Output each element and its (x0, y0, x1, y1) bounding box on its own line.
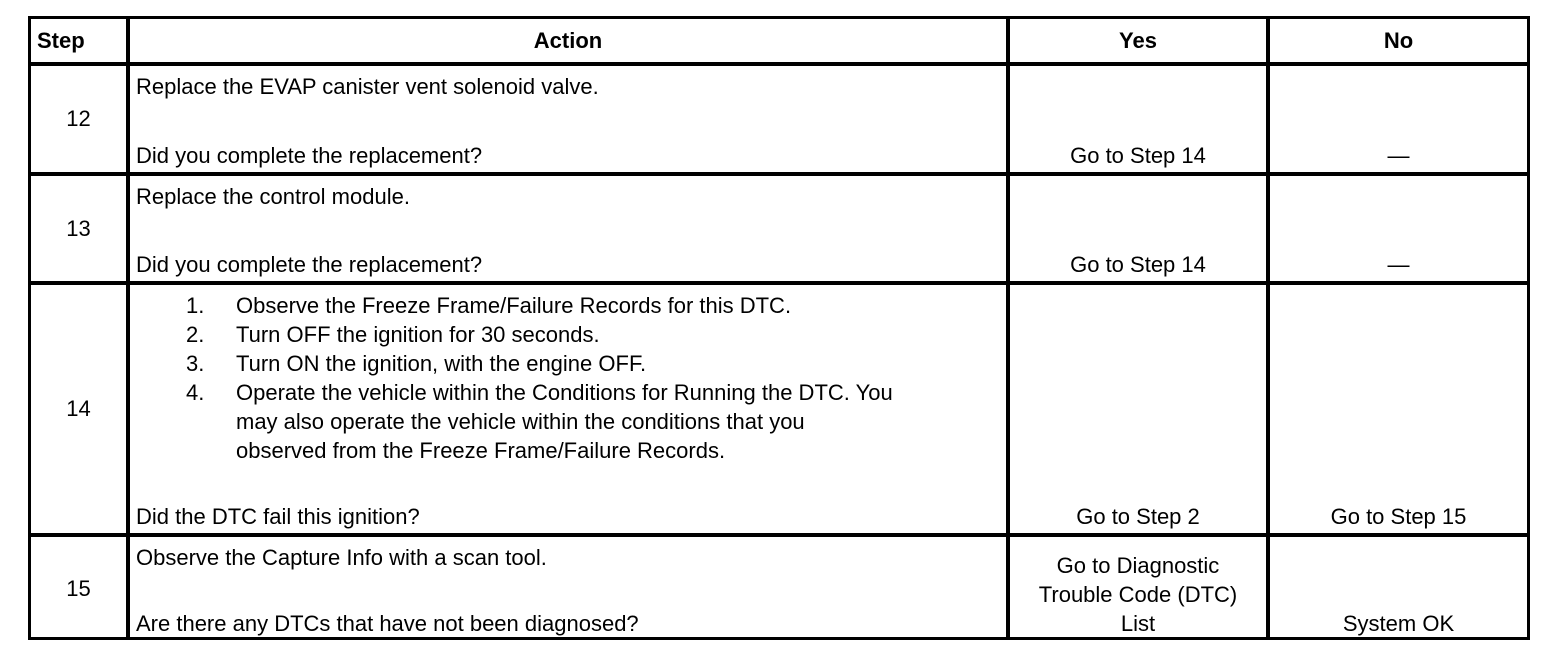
table-row-step-13 (31, 172, 1527, 281)
procedure-item (130, 320, 896, 349)
yes-result-line: Go to Diagnostic (1056, 553, 1220, 578)
procedure-item (130, 349, 896, 378)
action-question: Did the DTC fail this ignition? (136, 504, 420, 529)
no-cell (1270, 285, 1527, 533)
action-question: Did you complete the replacement? (136, 143, 483, 168)
procedure-item-text: Observe the Freeze Frame/Failure Records for this DTC. (236, 293, 792, 318)
step-number: 12 (66, 106, 91, 131)
step-cell (31, 176, 130, 281)
procedure-item-number: 1. (186, 293, 205, 318)
yes-result (1010, 551, 1266, 638)
yes-cell (1010, 537, 1270, 640)
yes-cell (1010, 285, 1270, 533)
procedure-item-text: Operate the vehicle within the Conditions for Running the DTC. You may also operate the vehicle within the conditions that you observed from the Freeze Frame/Failure Records. (236, 380, 893, 463)
yes-result-line: Trouble Code (DTC) (1038, 582, 1238, 607)
header-yes: Yes (1010, 19, 1270, 62)
diagnostic-table (28, 16, 1530, 640)
no-cell (1270, 66, 1527, 172)
action-text: Observe the Capture Info with a scan tool. (136, 545, 547, 570)
step-cell (31, 537, 130, 640)
no-result: System OK (1342, 611, 1455, 636)
procedure-item-number: 4. (186, 380, 205, 405)
action-cell (130, 537, 1010, 640)
yes-result: Go to Step 14 (1070, 143, 1206, 168)
yes-result: Go to Step 14 (1070, 252, 1206, 277)
procedure-item (130, 378, 896, 465)
action-cell (130, 285, 1010, 533)
step-number: 13 (66, 215, 91, 241)
action-cell (130, 66, 1010, 172)
no-result: Go to Step 15 (1330, 504, 1467, 529)
yes-result: Go to Step 2 (1076, 504, 1200, 529)
header-step: Step (31, 19, 130, 62)
step-number: 15 (66, 575, 91, 601)
header-no: No (1383, 28, 1414, 53)
procedure-list (130, 291, 896, 465)
yes-cell (1010, 66, 1270, 172)
procedure-item-number: 3. (186, 351, 205, 376)
yes-cell (1010, 176, 1270, 281)
action-question: Did you complete the replacement? (136, 252, 483, 277)
table-row-step-14 (31, 281, 1527, 533)
header-action: Action (130, 19, 1010, 62)
table-row-step-15 (31, 533, 1527, 640)
table-header-row (31, 19, 1527, 62)
action-cell (130, 176, 1010, 281)
step-cell (31, 285, 130, 533)
procedure-item-text: Turn ON the ignition, with the engine OFF. (236, 351, 647, 376)
no-cell (1270, 176, 1527, 281)
action-text: Replace the control module. (136, 184, 410, 209)
action-text: Replace the EVAP canister vent solenoid valve. (136, 74, 599, 99)
procedure-item-text: Turn OFF the ignition for 30 seconds. (236, 322, 600, 347)
no-result: — (1387, 252, 1410, 277)
no-result: — (1387, 143, 1410, 168)
procedure-item (130, 291, 896, 320)
table-row-step-12 (31, 62, 1527, 172)
procedure-item-number: 2. (186, 322, 205, 347)
action-question: Are there any DTCs that have not been diagnosed? (136, 611, 639, 636)
yes-result-line: List (1120, 611, 1156, 636)
step-number: 14 (66, 396, 91, 421)
step-cell (31, 66, 130, 172)
no-cell (1270, 537, 1527, 640)
